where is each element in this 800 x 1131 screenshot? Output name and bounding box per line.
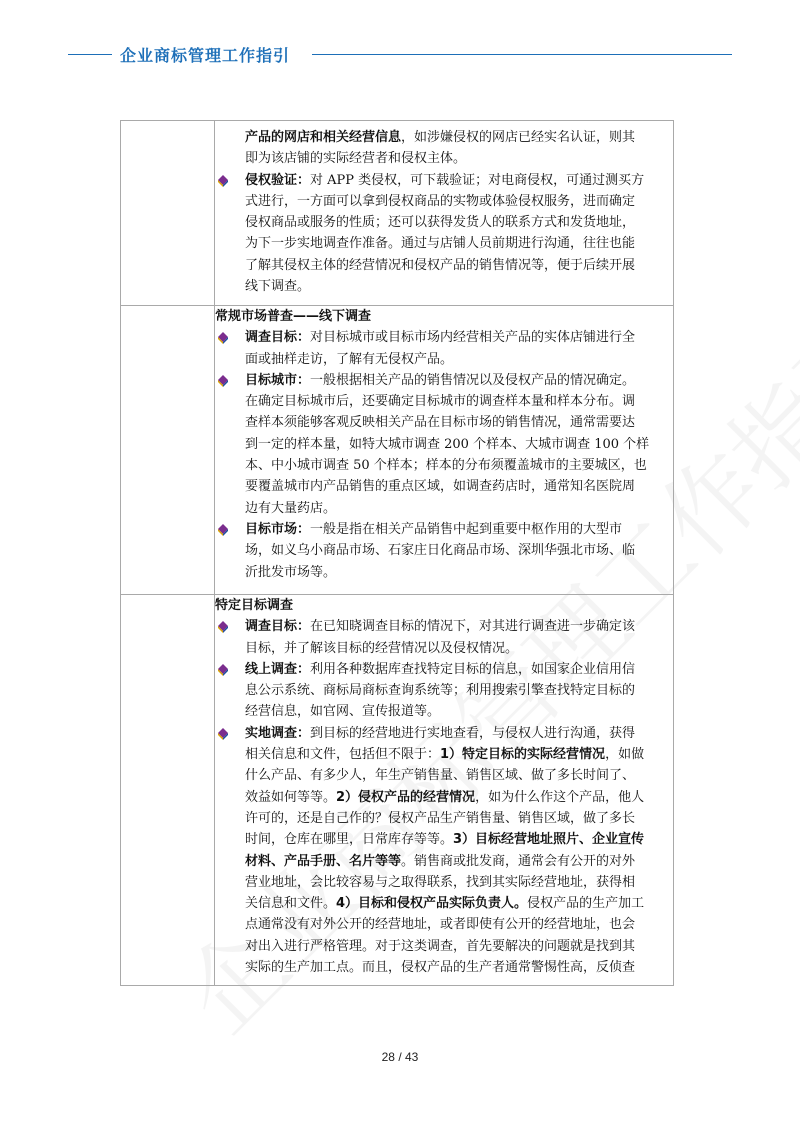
diamond-bullet-icon [217, 174, 229, 188]
left-cell [121, 595, 215, 986]
left-cell [121, 306, 215, 595]
list-item: 目标市场：一般是指在相关产品销售中起到重要中枢作用的大型市 场，如义乌小商品市场、石家庄日化商品市场、深圳华强北市场、临 沂批发市场等。 [215, 519, 673, 583]
table-row [121, 121, 674, 306]
list-item: 调查目标：对目标城市或目标市场内经营相关产品的实体店铺进行全 面或抽样走访，了解有无侵权产品。 [215, 327, 673, 370]
diamond-bullet-icon [217, 620, 229, 634]
list-item: 目标城市：一般根据相关产品的销售情况以及侵权产品的情况确定。 在确定目标城市后，还要确定目标城市的调查样本量和样本分布。调 查样本须能够客观反映相关产品在目标市场的销售情况，通常需要达 到一定的样本量，如特大城市调查 200 个样本、大城市调查 100 个样 本、中小城市调查 50 个样本；样本的分布须覆盖城市的主要城区，也 要覆盖城市内产品销售的重点区域，如调查药店时，通常知名医院周 边有大量药店。 [215, 370, 673, 519]
header-rule-left [68, 54, 112, 55]
page-number: 28 [381, 1050, 395, 1064]
right-cell [215, 306, 674, 595]
page-footer [0, 1050, 800, 1064]
diamond-bullet-icon [217, 374, 229, 388]
diamond-bullet-icon [217, 331, 229, 345]
list-item: 线上调查：利用各种数据库查找特定目标的信息，如国家企业信用信 息公示系统、商标局商标查询系统等；利用搜索引擎查找特定目标的 经营信息，如官网、宣传报道等。 [215, 659, 673, 723]
diamond-bullet-icon [217, 523, 229, 537]
header-title: 企业商标管理工作指引 [120, 46, 291, 65]
page-header [0, 0, 800, 80]
page-total: 43 [405, 1050, 419, 1064]
right-cell [215, 121, 674, 306]
list-item: 实地调查：到目标的经营地进行实地查看，与侵权人进行沟通，获得 相关信息和文件，包括但不限于：1）特定目标的实际经营情况，如做 什么产品、有多少人，年生产销售量、销售区域、做了多长时间了、 效益如何等等。2）侵权产品的经营情况，如为什么作这个产品，他人 许可的，还是自己作的？侵权产品生产销售量、销售区域，做了多长 时间，仓库在哪里，日常库存等等。3）目标经营地址照片、企业宣传 材料、产品手册、名片等等。销售商或批发商，通常会有公开的对外 营业地址，会比较容易与之取得联系，找到其实际经营地址，获得相 关信息和文件。4）目标和侵权产品实际负责人。侵权产品的生产加工 点通常没有对外公开的经营地址，或者即使有公开的经营地址，也会 对出入进行严格管理。对于这类调查，首先要解决的问题就是找到其 实际的生产加工点。而且，侵权产品的生产者通常警惕性高，反侦查 [215, 723, 673, 979]
section-title: 特定目标调查 [215, 598, 294, 613]
left-cell [121, 121, 215, 306]
right-cell [215, 595, 674, 986]
list-item: 侵权验证：对 APP 类侵权，可下载验证；对电商侵权，可通过测买方 式进行，一方面可以拿到侵权商品的实物或体验侵权服务，进而确定 侵权商品或服务的性质；还可以获得发货人的联系方式和发货地址， 为下一步实地调查作准备。通过与店铺人员前期进行沟通，往往也能 了解其侵权主体的经营情况和侵权产品的销售情况等，便于后续开展 线下调查。 [215, 170, 673, 298]
page-separator: / [394, 1050, 405, 1064]
header-rule-right [312, 54, 732, 55]
continued-text: 即为该店铺的实际经营者和侵权主体。 [245, 151, 467, 167]
diamond-bullet-icon [217, 663, 229, 677]
list-item: 调查目标：在已知晓调查目标的情况下，对其进行调查进一步确定该 目标，并了解该目标的经营情况以及侵权情况。 [215, 616, 673, 659]
content-table [120, 120, 674, 986]
table-row [121, 595, 674, 986]
section-title: 常规市场普查——线下调查 [215, 309, 372, 324]
table-row [121, 306, 674, 595]
continued-text: 产品的网店和相关经营信息，如涉嫌侵权的网店已经实名认证，则其 [245, 130, 636, 145]
diamond-bullet-icon [217, 727, 229, 741]
